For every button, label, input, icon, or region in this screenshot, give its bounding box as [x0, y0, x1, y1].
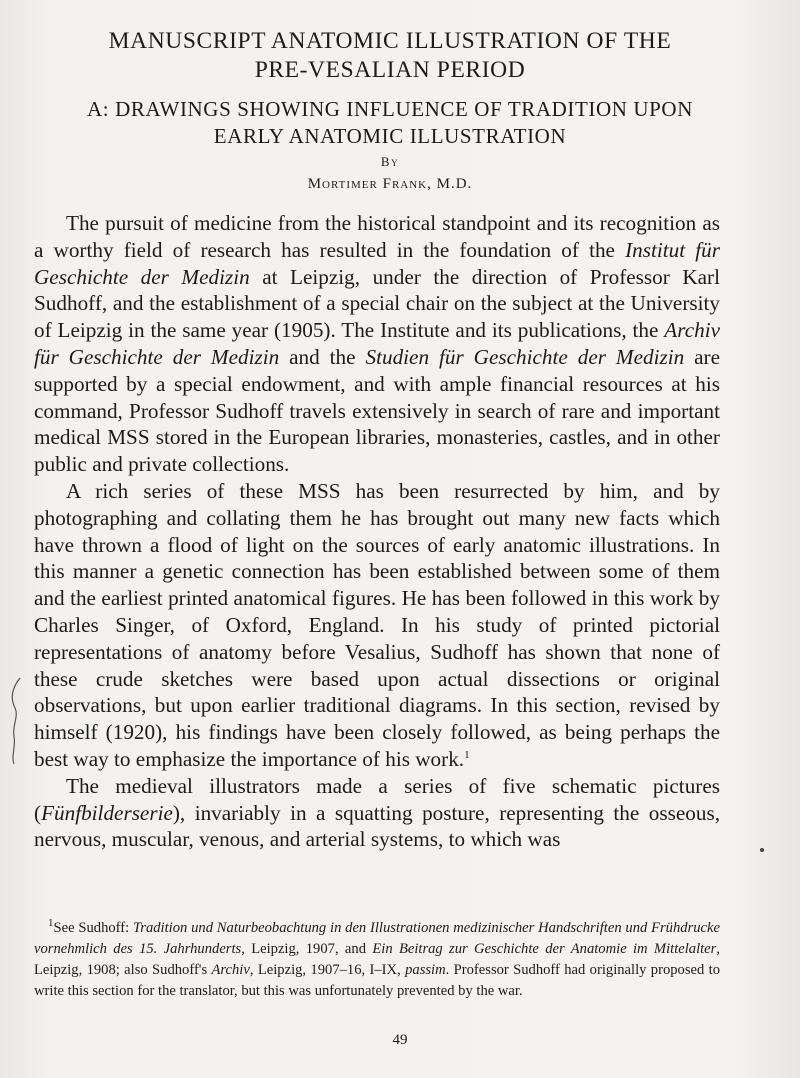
fn-italic-archiv: Archiv — [211, 962, 250, 978]
paragraph-1 — [34, 210, 720, 478]
p1-text-4: are supported by a special endowment, and with ample financial resources at his command, Professor Sudhoff travels extensively in search of rare and important medical MSS stored in the European libraries, monasteries, castles, and in other public and private collections. — [34, 344, 720, 477]
p1-italic-archiv: Archiv für Geschichte der Medizin — [34, 318, 720, 369]
fn-text-3: , Leipzig, 1908; also Sudhoff's — [34, 941, 721, 978]
fn-italic-beitrag: Ein Beitrag zur Geschichte der Anatomie im Mittelalter — [372, 941, 717, 957]
article-title — [30, 27, 750, 85]
p1-italic-institut: Institut für Geschichte der Medizin — [34, 237, 720, 289]
fn-italic-passim: passim — [405, 962, 446, 978]
byline-by: By — [380, 154, 400, 169]
p3-text-1: The medieval illustrators made a series of five schematic pictures ( — [34, 773, 720, 825]
margin-speck — [760, 848, 764, 852]
section-subtitle — [30, 96, 750, 150]
footnote-reference: 1 — [464, 748, 470, 761]
fn-text-5: . Professor Sudhoff had originally proposed to write this section for the translator, but this was unfortunately prevented by the war. — [34, 962, 720, 999]
p3-italic-funfbilderserie: Fünfbilderserie — [41, 800, 173, 825]
subtitle-line-2: EARLY ANATOMIC ILLUSTRATION — [213, 124, 567, 148]
fn-italic-tradition: Tradition und Naturbeobachtung in den Illustrationen medizinischer Handschriften und Frühdrucke vornehmlich des 15. Jahrhunderts — [34, 920, 720, 957]
p1-italic-studien: Studien für Geschichte der Medizin — [365, 344, 685, 369]
fn-text-2: , Leipzig, 1907, and — [241, 941, 373, 957]
footnote-mark: 1 — [48, 917, 54, 930]
p1-text-3: and the — [279, 344, 366, 369]
paragraph-2 — [34, 478, 720, 773]
author-name: Mortimer Frank, M.D. — [307, 176, 473, 192]
p3-text-2: ), invariably in a squatting posture, representing the osseous, nervous, muscular, venous, and arterial systems, to which was — [34, 800, 720, 852]
subtitle-line-1: A: DRAWINGS SHOWING INFLUENCE OF TRADITION UPON — [87, 97, 693, 121]
p2-text: A rich series of these MSS has been resurrected by him, and by photographing and collating them he has brought out many new facts which have thrown a flood of light on the sources of early anatomic illustrations. In this manner a genetic connection has been established between some of them and the earliest printed anatomical figures. He has been followed in this work by Charles Singer, of Oxford, England. In his study of printed pictorial representations of anatomy before Vesalius, Sudhoff has shown that none of these crude sketches were based upon actual dissections or original observations, but upon earlier traditional diagrams. In this section, revised by himself (1920), his findings have been closely followed, as being perhaps the best way to emphasize the importance of his work. — [34, 478, 720, 771]
fn-text-4: , Leipzig, 1907–16, I–IX, — [249, 962, 406, 978]
footnote-text — [34, 918, 720, 1002]
footnote — [34, 918, 720, 1002]
paragraph-3 — [34, 773, 720, 853]
page-number: 49 — [392, 1032, 408, 1048]
title-line-1: MANUSCRIPT ANATOMIC ILLUSTRATION OF THE — [108, 28, 672, 54]
fn-text-1: See Sudhoff: — [53, 920, 133, 936]
p1-text-2: at Leipzig, under the direction of Professor Karl Sudhoff, and the establishment of a special chair on the subject at the University of Leipzig in the same year (1905). The Institute and its publications, the — [34, 264, 720, 343]
body-text — [34, 210, 720, 853]
margin-pencil-mark — [6, 676, 26, 766]
p1-text-1: The pursuit of medicine from the historical standpoint and its recognition as a worthy field of research has resulted in the foundation of the — [34, 211, 720, 262]
title-line-2: PRE-VESALIAN PERIOD — [254, 57, 526, 83]
